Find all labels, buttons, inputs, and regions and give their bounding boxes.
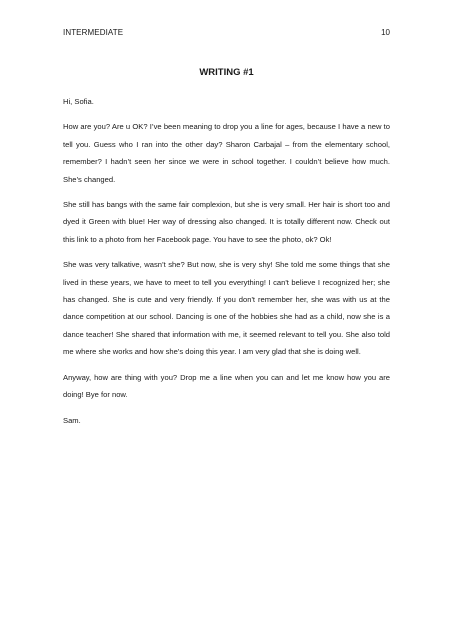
letter-paragraph-1: How are you? Are u OK? I’ve been meaning to drop you a line for ages, because I have a new to tell you. Guess who I ran into the other day? Sharon Carbajal – from the elementary school, remember? I hadn’t seen her since we were in school together. I couldn’t believe how much. She’s changed. — [63, 122, 390, 184]
page-number: 10 — [381, 28, 390, 37]
letter-body — [63, 93, 390, 437]
letter-paragraph-4: Anyway, how are thing with you? Drop me a line when you can and let me know how you are doing! Bye for now. — [63, 372, 390, 400]
level-label: INTERMEDIATE — [63, 28, 124, 37]
letter-greeting: Hi, Sofia. — [63, 97, 94, 106]
page-title: WRITING #1 — [199, 67, 254, 78]
letter-signature: Sam. — [63, 415, 81, 425]
letter-paragraph-3: She was very talkative, wasn’t she? But now, she is very shy! She told me some things that she lived in these years, we have to meet to tell you everything! I can't believe I recognized her; she has changed. She is cute and very friendly. If you don't remember her, she was with us at the dance competition at our school. Dancing is one of the hobbies she had as a child, now she is a dance teacher! She shared that information with me, it seemed relevant to tell you. She also told me where she works and how she’s doing this year. I am very glad that she is doing well. — [63, 260, 390, 357]
letter-paragraph-2: She still has bangs with the same fair complexion, but she is very small. Her hair is short too and dyed it Green with blue! Her way of dressing also changed. It is totally different now. Check out this link to a photo from her Facebook page. You have to see the photo, ok? Ok! — [63, 200, 390, 244]
